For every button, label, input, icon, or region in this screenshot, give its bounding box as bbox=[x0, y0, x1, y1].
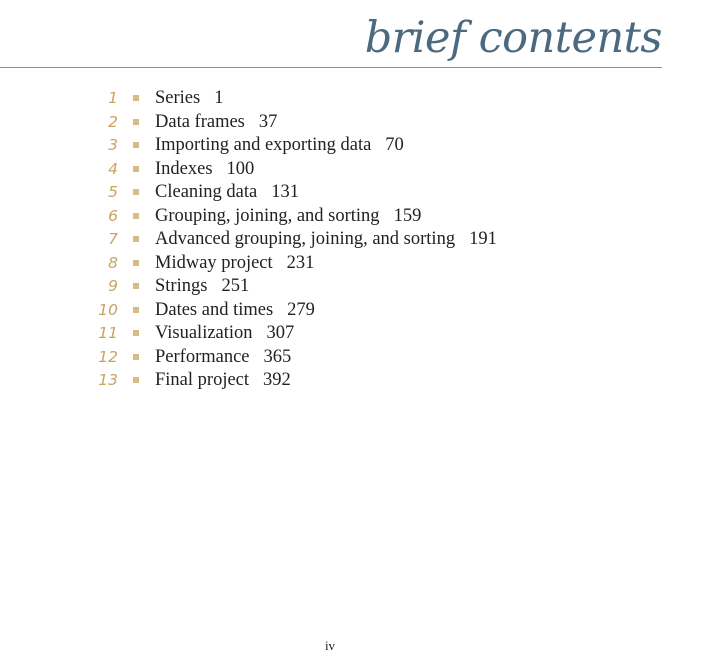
page-number-footer: iv bbox=[324, 638, 336, 653]
chapter-entry bbox=[155, 252, 314, 275]
chapter-page-number[interactable]: 279 bbox=[287, 299, 315, 320]
chapter-title[interactable]: Importing and exporting data bbox=[155, 135, 372, 155]
square-bullet-icon bbox=[133, 142, 139, 148]
chapter-page-number[interactable]: 365 bbox=[263, 346, 292, 367]
chapter-number: 6 bbox=[108, 206, 118, 225]
chapter-entry bbox=[155, 87, 223, 110]
chapter-entry bbox=[155, 275, 249, 298]
chapter-title[interactable]: Grouping, joining, and sorting bbox=[155, 205, 380, 226]
chapter-page-number[interactable]: 70 bbox=[385, 135, 404, 155]
square-bullet-icon bbox=[133, 283, 139, 289]
chapter-page-number[interactable]: 251 bbox=[221, 276, 250, 296]
chapter-number: 10 bbox=[98, 300, 118, 319]
chapter-entry bbox=[155, 299, 315, 322]
chapter-entry bbox=[155, 322, 294, 345]
chapter-number: 11 bbox=[98, 324, 118, 342]
chapter-title[interactable]: Advanced grouping, joining, and sorting bbox=[155, 229, 456, 249]
chapter-number: 13 bbox=[98, 371, 118, 389]
chapter-entry bbox=[155, 346, 291, 369]
chapter-page-number[interactable]: 1 bbox=[214, 88, 224, 108]
chapter-number: 1 bbox=[108, 89, 118, 107]
chapter-entry bbox=[155, 369, 291, 392]
chapter-page-number[interactable]: 131 bbox=[271, 182, 299, 202]
square-bullet-icon bbox=[133, 307, 139, 313]
chapter-entry bbox=[155, 158, 254, 181]
chapter-title[interactable]: Midway project bbox=[155, 252, 273, 273]
chapter-title[interactable]: Data frames bbox=[155, 111, 245, 132]
chapter-entry bbox=[155, 228, 497, 251]
chapter-title[interactable]: Cleaning data bbox=[155, 182, 258, 202]
chapter-number: 8 bbox=[108, 253, 118, 272]
chapter-title[interactable]: Performance bbox=[155, 346, 250, 367]
page-title: brief contents bbox=[364, 13, 662, 63]
square-bullet-icon bbox=[133, 166, 139, 172]
square-bullet-icon bbox=[133, 260, 139, 266]
chapter-title[interactable]: Dates and times bbox=[155, 299, 274, 320]
square-bullet-icon bbox=[133, 119, 139, 125]
chapter-number: 4 bbox=[108, 159, 118, 178]
chapter-title[interactable]: Strings bbox=[155, 276, 208, 296]
chapter-page-number[interactable]: 159 bbox=[393, 205, 422, 226]
chapter-page-number[interactable]: 231 bbox=[286, 252, 315, 273]
chapter-entry bbox=[155, 134, 404, 157]
chapter-title[interactable]: Indexes bbox=[155, 158, 213, 179]
square-bullet-icon bbox=[133, 330, 139, 336]
chapter-title[interactable]: Visualization bbox=[155, 323, 253, 343]
chapter-page-number[interactable]: 37 bbox=[258, 111, 278, 132]
chapter-entry bbox=[155, 205, 421, 228]
square-bullet-icon bbox=[133, 95, 139, 101]
chapter-number: 3 bbox=[108, 136, 118, 154]
chapter-entry bbox=[155, 181, 299, 204]
chapter-entry bbox=[155, 111, 277, 134]
chapter-page-number[interactable]: 191 bbox=[469, 229, 497, 249]
square-bullet-icon bbox=[133, 189, 139, 195]
chapter-title[interactable]: Series bbox=[155, 88, 201, 108]
chapter-page-number[interactable]: 100 bbox=[226, 158, 255, 179]
title-rule bbox=[0, 67, 662, 68]
chapter-page-number[interactable]: 307 bbox=[266, 323, 295, 343]
square-bullet-icon bbox=[133, 354, 139, 360]
chapter-number: 5 bbox=[108, 183, 118, 201]
square-bullet-icon bbox=[133, 377, 139, 383]
chapter-title[interactable]: Final project bbox=[155, 370, 250, 390]
chapter-page-number[interactable]: 392 bbox=[263, 370, 291, 390]
square-bullet-icon bbox=[133, 236, 139, 242]
square-bullet-icon bbox=[133, 213, 139, 219]
chapter-number: 9 bbox=[108, 277, 118, 295]
chapter-number: 12 bbox=[98, 347, 118, 366]
chapter-number: 7 bbox=[108, 230, 118, 248]
header bbox=[0, 0, 720, 70]
chapter-number: 2 bbox=[108, 112, 118, 131]
